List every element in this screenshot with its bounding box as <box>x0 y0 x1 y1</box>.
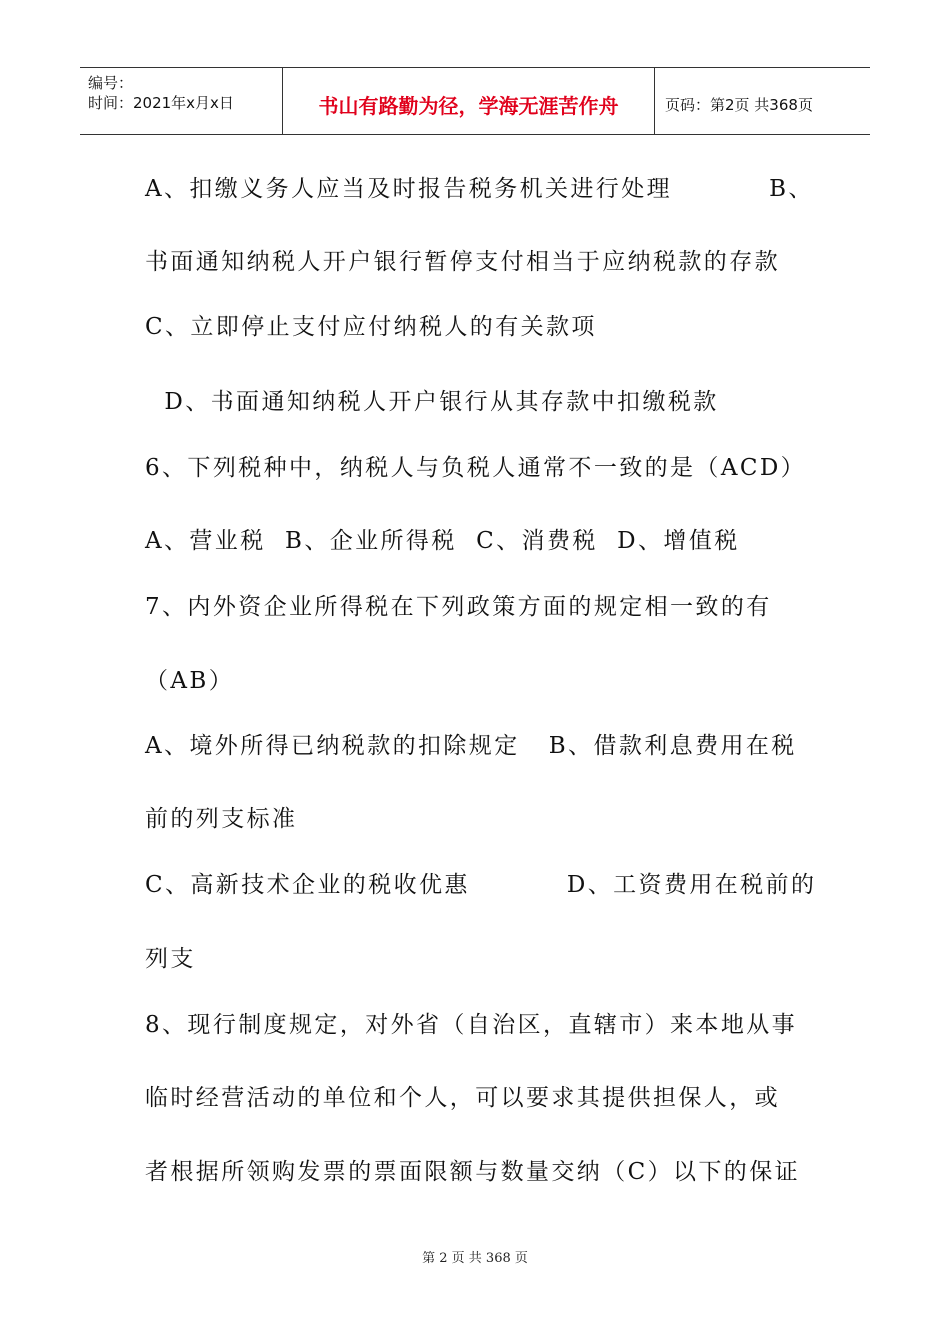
body-line: （AB） <box>145 668 235 694</box>
body-line: 8、现行制度规定，对外省（自治区，直辖市）来本地从事 <box>145 1012 798 1038</box>
body-line: A、境外所得已纳税款的扣除规定 B、借款利息费用在税 <box>145 733 797 759</box>
header-page-cell <box>655 68 870 134</box>
body-line: A、营业税 B、企业所得税 C、消费税 D、增值税 <box>145 528 740 554</box>
body-line: D、书面通知纳税人开户银行从其存款中扣缴税款 <box>145 389 719 415</box>
body-line: 列支 <box>145 946 196 972</box>
body-line: 者根据所领购发票的票面限额与数量交纳（C）以下的保证 <box>145 1159 800 1185</box>
document-number-label: 编号： <box>88 74 134 92</box>
body-line: C、立即停止支付应付纳税人的有关款项 <box>145 314 597 340</box>
body-line: 6、下列税种中，纳税人与负税人通常不一致的是（ACD） <box>145 455 807 481</box>
body-line: 书面通知纳税人开户银行暂停支付相当于应纳税款的存款 <box>145 249 780 275</box>
body-line: 前的列支标准 <box>145 806 298 832</box>
header-motto: 书山有路勤为径，学海无涯苦作舟 <box>318 94 619 118</box>
body-line: C、高新技术企业的税收优惠 D、工资费用在税前的 <box>145 872 817 898</box>
header-page-info: 页码：第2页 共368页 <box>665 96 813 114</box>
page-footer: 第 2 页 共 368 页 <box>422 1251 528 1266</box>
body-line: 临时经营活动的单位和个人，可以要求其提供担保人，或 <box>145 1085 780 1111</box>
header-meta-cell <box>80 68 283 134</box>
body-line: A、扣缴义务人应当及时报告税务机关进行处理 B、 <box>145 176 814 202</box>
header-motto-cell <box>283 68 655 134</box>
body-line: 7、内外资企业所得税在下列政策方面的规定相一致的有 <box>145 594 772 620</box>
document-date-label: 时间：2021年x月x日 <box>88 94 234 112</box>
page-header <box>80 67 870 135</box>
